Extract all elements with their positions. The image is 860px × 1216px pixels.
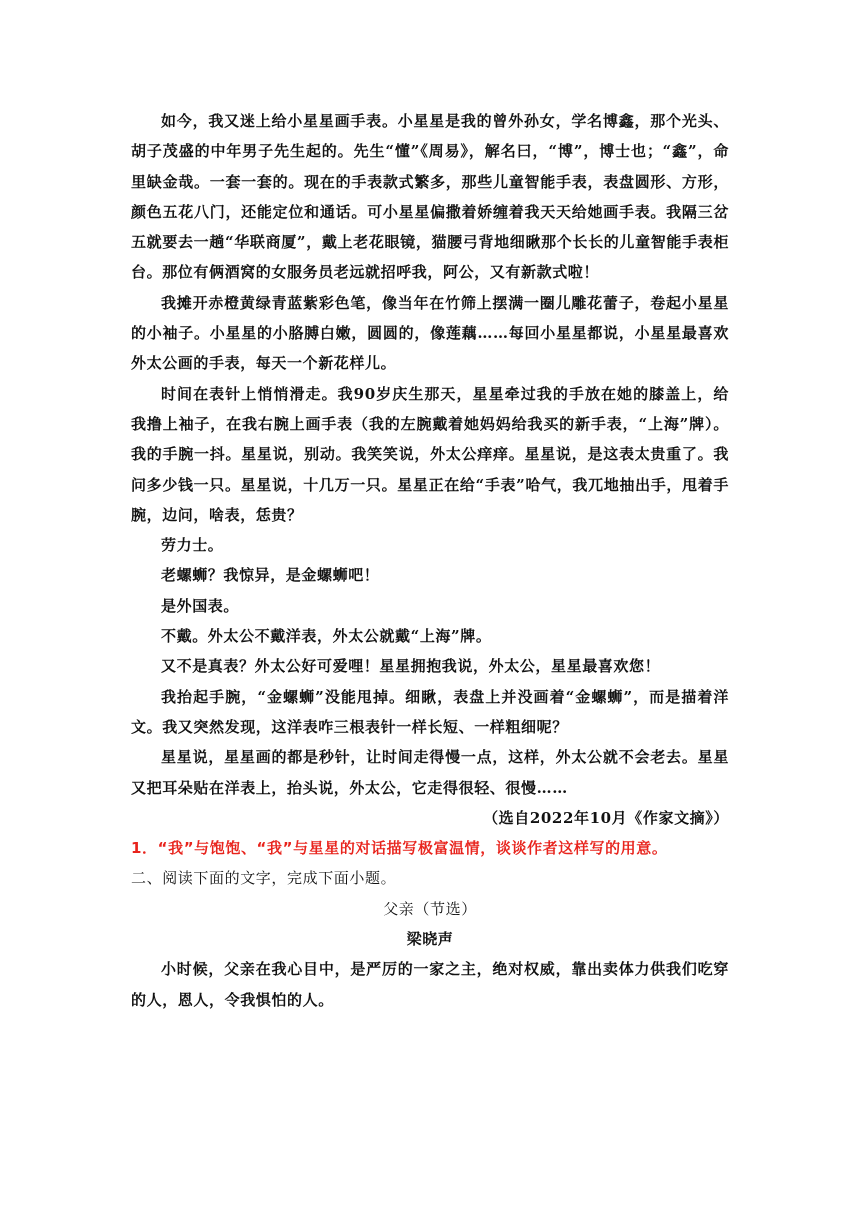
paragraph-9: 我抬起手腕，“金螺蛳”没能甩掉。细瞅，表盘上并没画着“金螺蛳”，而是描着洋文。我又突然发现，这洋表咋三根表针一样长短、一样粗细呢？: [131, 687, 729, 736]
paragraph-4: 劳力士。: [161, 536, 224, 555]
article-title: 父亲（节选）: [383, 899, 477, 918]
section-heading: 二、阅读下面的文字，完成下面小题。: [131, 869, 397, 888]
article-author: 梁晓声: [406, 930, 454, 949]
paragraph-3: 时间在表针上悄悄滑走。我90岁庆生那天，星星牵过我的手放在她的膝盖上，给我撸上袖子，在我右腕上画手表（我的左腕戴着她妈妈给我买的新手表，“上海”牌）。我的手腕一抖。星星说，别动。我笑笑说，外太公痒痒。星星说，是这表太贵重了。我问多少钱一只。星星说，十几万一只。星星正在给“手表”哈气，我兀地抽出手，甩着手腕，边问，啥表，恁贵？: [131, 384, 729, 524]
paragraph-8: 又不是真表？外太公好可爱哩！星星拥抱我说，外太公，星星最喜欢您！: [161, 657, 661, 676]
paragraph-7: 不戴。外太公不戴洋表，外太公就戴“上海”牌。: [161, 627, 492, 646]
paragraph-10: 星星说，星星画的都是秒针，让时间走得慢一点，这样，外太公就不会老去。星星又把耳朵贴在洋表上，抬头说，外太公，它走得很轻、很慢……: [131, 748, 729, 797]
paragraph-2: 我摊开赤橙黄绿青蓝紫彩色笔，像当年在竹筛上摆满一圈儿雕花蕾子，卷起小星星的小袖子。小星星的小胳膊白嫩，圆圆的，像莲藕……每回小星星都说，小星星最喜欢外太公画的手表，每天一个新花样儿。: [131, 293, 729, 373]
question-1: 1．“我”与饱饱、“我”与星星的对话描写极富温情，谈谈作者这样写的用意。: [131, 839, 668, 858]
paragraph-6: 是外国表。: [161, 596, 240, 615]
paragraph-1: 如今，我又迷上给小星星画手表。小星星是我的曾外孙女，学名博鑫，那个光头、胡子茂盛的中年男子先生起的。先生“懂”《周易》，解名曰，“博”，博士也；“鑫”，命里缺金哉。一套一套的。现在的手表款式繁多，那些儿童智能手表，表盘圆形、方形，颜色五花八门，还能定位和通话。可小星星偏撒着娇缠着我天天给她画手表。我隔三岔五就要去一趟“华联商厦”，戴上老花眼镜，猫腰弓背地细瞅那个长长的儿童智能手表柜台。那位有俩酒窝的女服务员老远就招呼我，阿公，又有新款式啦！: [131, 112, 729, 282]
document-body: [131, 106, 729, 1015]
source-citation: （选自2022年10月《作家文摘》）: [483, 808, 729, 827]
article-paragraph-1: 小时候，父亲在我心目中，是严厉的一家之主，绝对权威，靠出卖体力供我们吃穿的人，恩人，令我惧怕的人。: [131, 960, 729, 1009]
paragraph-5: 老螺蛳？我惊异，是金螺蛳吧！: [161, 566, 380, 585]
